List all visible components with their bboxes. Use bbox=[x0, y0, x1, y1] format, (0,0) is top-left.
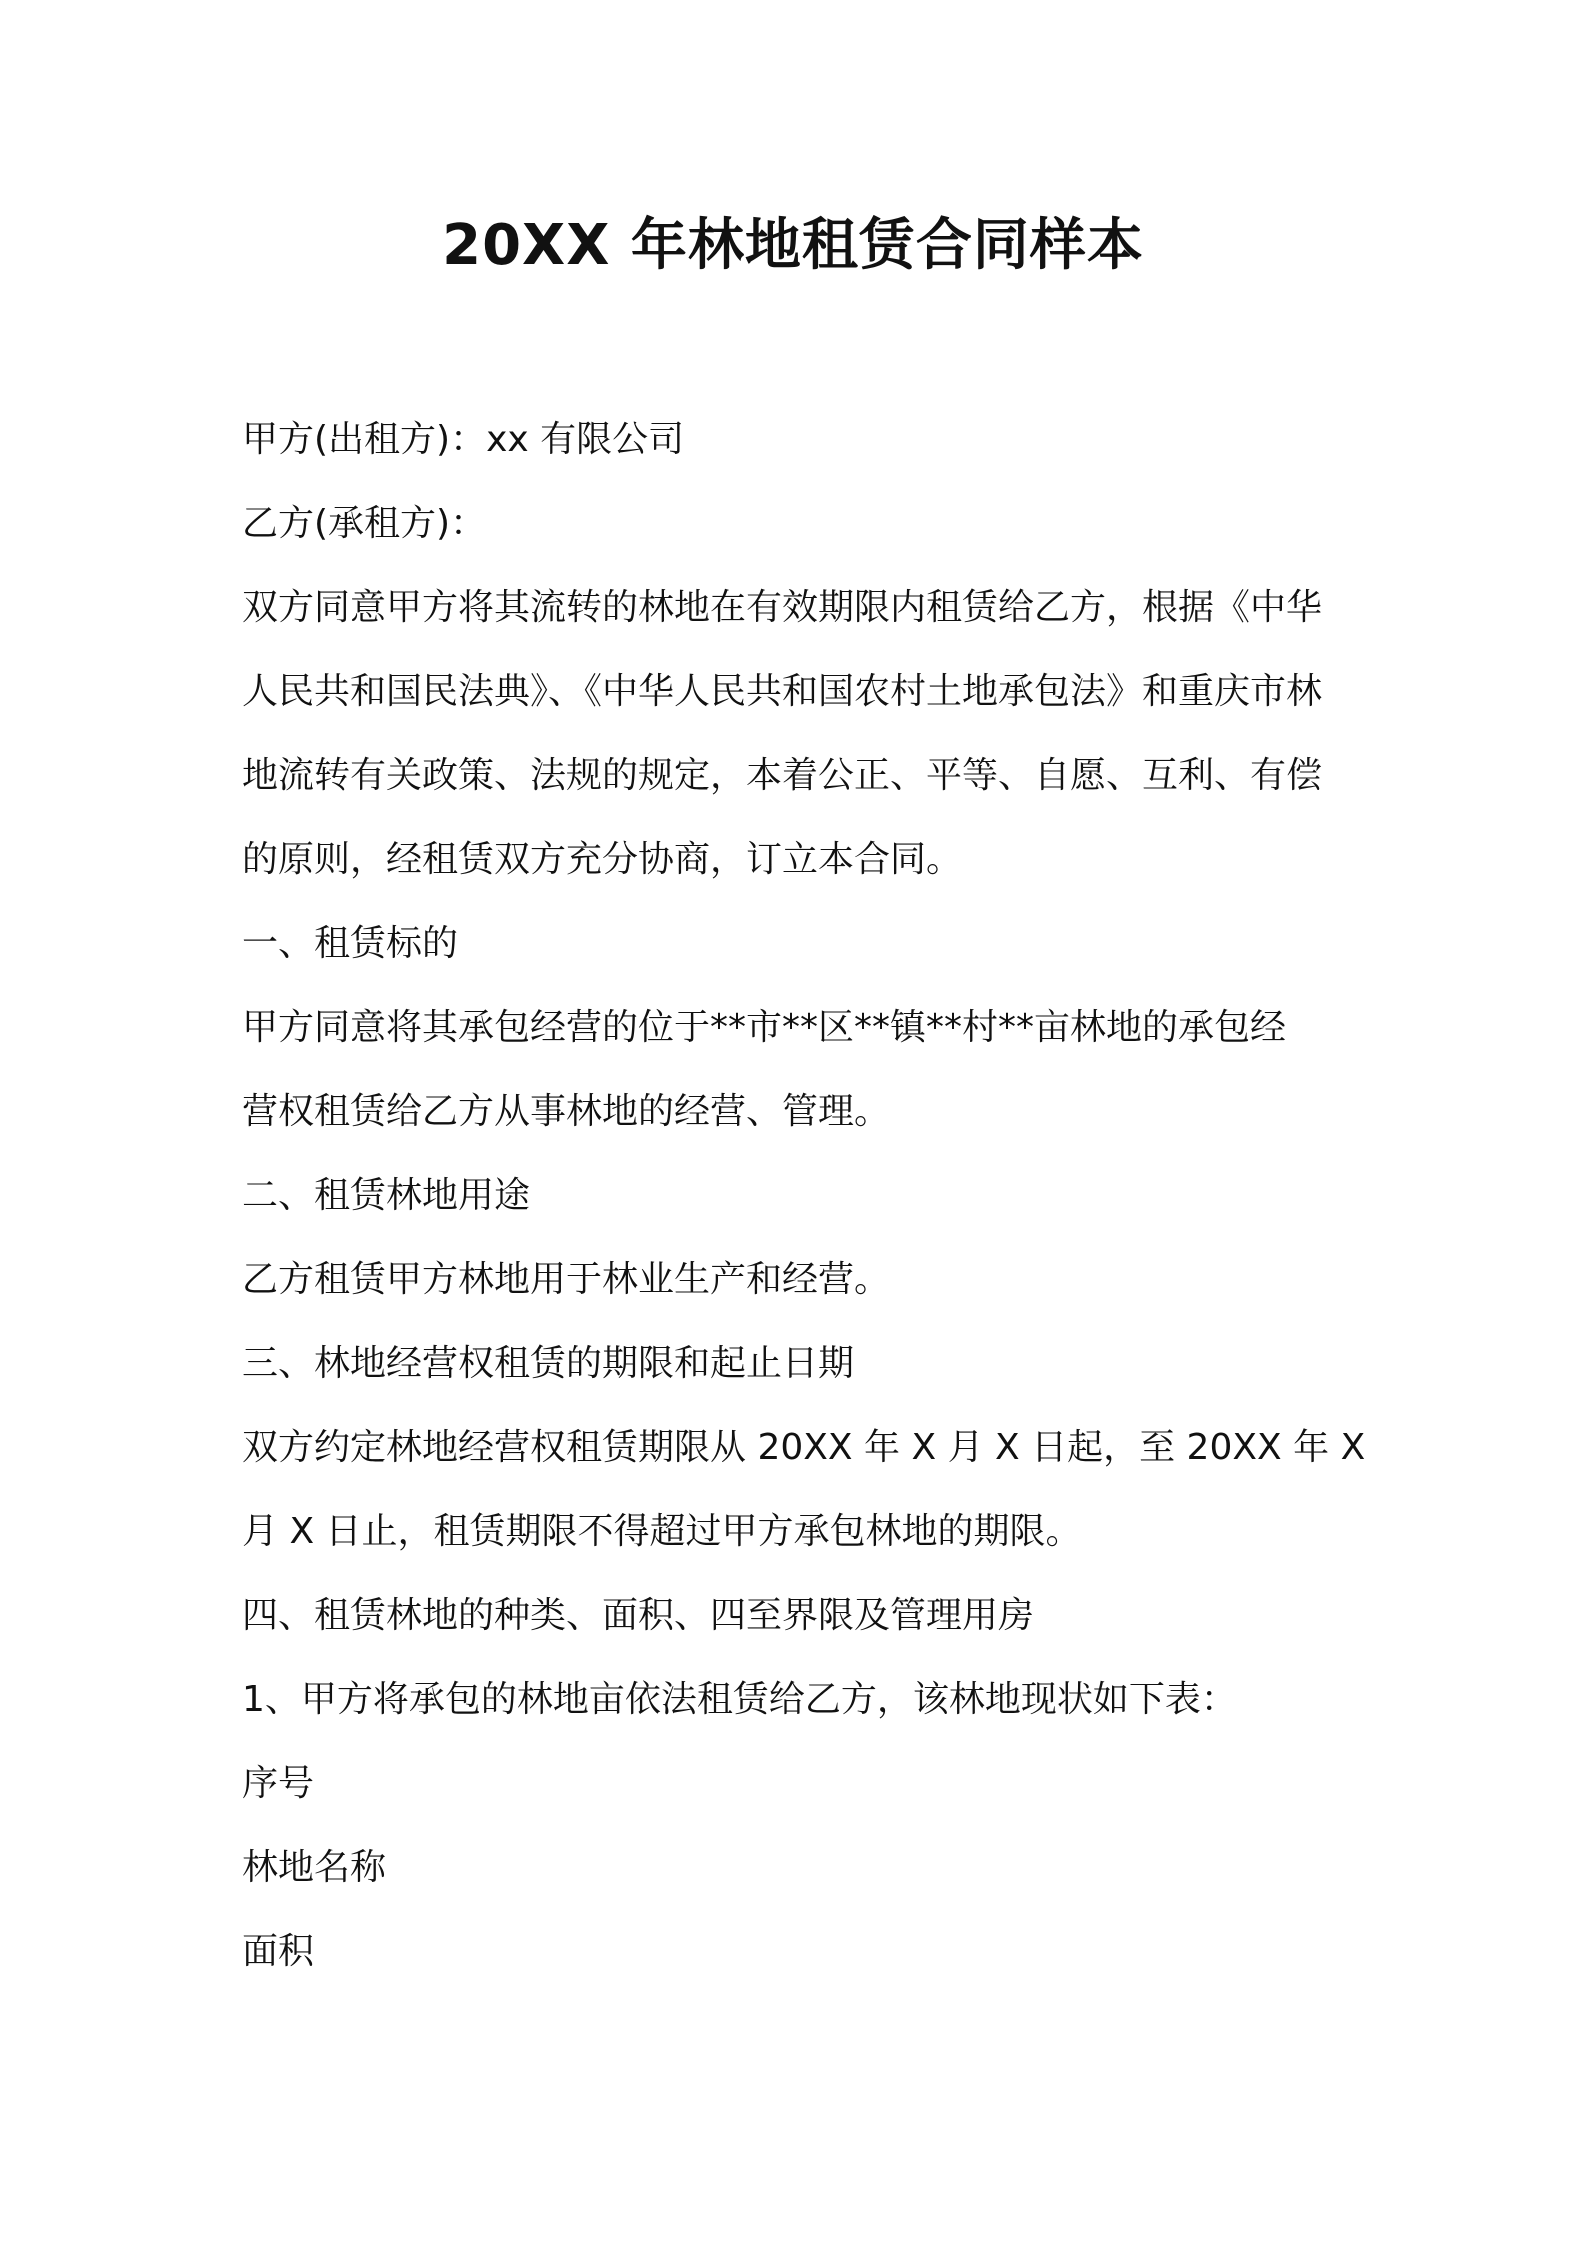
party-a-line: 甲方(出租方)：xx 有限公司 bbox=[242, 419, 685, 460]
section-heading: 二、租赁林地用途 bbox=[242, 1175, 531, 1216]
section-paragraph-line: 双方约定林地经营权租赁期限从 20XX 年 X 月 X 日起，至 20XX 年 X bbox=[242, 1427, 1366, 1468]
party-b-line: 乙方(承租方)： bbox=[242, 503, 487, 544]
section-paragraph-line: 乙方租赁甲方林地用于林业生产和经营。 bbox=[242, 1259, 891, 1300]
section-paragraph-line: 1、甲方将承包的林地亩依法租赁给乙方，该林地现状如下表： bbox=[242, 1679, 1237, 1720]
section-heading: 四、租赁林地的种类、面积、四至界限及管理用房 bbox=[242, 1595, 1035, 1636]
intro-paragraph-line: 双方同意甲方将其流转的林地在有效期限内租赁给乙方，根据《中华 bbox=[242, 587, 1323, 628]
intro-paragraph-line: 人民共和国民法典》、《中华人民共和国农村土地承包法》和重庆市林 bbox=[242, 671, 1323, 712]
document-title: 20XX 年林地租赁合同样本 bbox=[442, 213, 1144, 278]
section-heading: 三、林地经营权租赁的期限和起止日期 bbox=[242, 1343, 855, 1384]
section-paragraph-line: 甲方同意将其承包经营的位于**市**区**镇**村**亩林地的承包经 bbox=[242, 1007, 1287, 1048]
section-paragraph-line: 营权租赁给乙方从事林地的经营、管理。 bbox=[242, 1091, 891, 1132]
table-field-label: 面积 bbox=[242, 1931, 315, 1972]
section-paragraph-line: 月 X 日止，租赁期限不得超过甲方承包林地的期限。 bbox=[242, 1511, 1082, 1552]
intro-paragraph-line: 地流转有关政策、法规的规定，本着公正、平等、自愿、互利、有偿 bbox=[242, 755, 1323, 796]
table-field-label: 序号 bbox=[242, 1763, 315, 1804]
document-body bbox=[242, 398, 1366, 1994]
intro-paragraph-line: 的原则，经租赁双方充分协商，订立本合同。 bbox=[242, 839, 963, 880]
section-heading: 一、租赁标的 bbox=[242, 923, 459, 964]
table-field-label: 林地名称 bbox=[242, 1847, 387, 1888]
